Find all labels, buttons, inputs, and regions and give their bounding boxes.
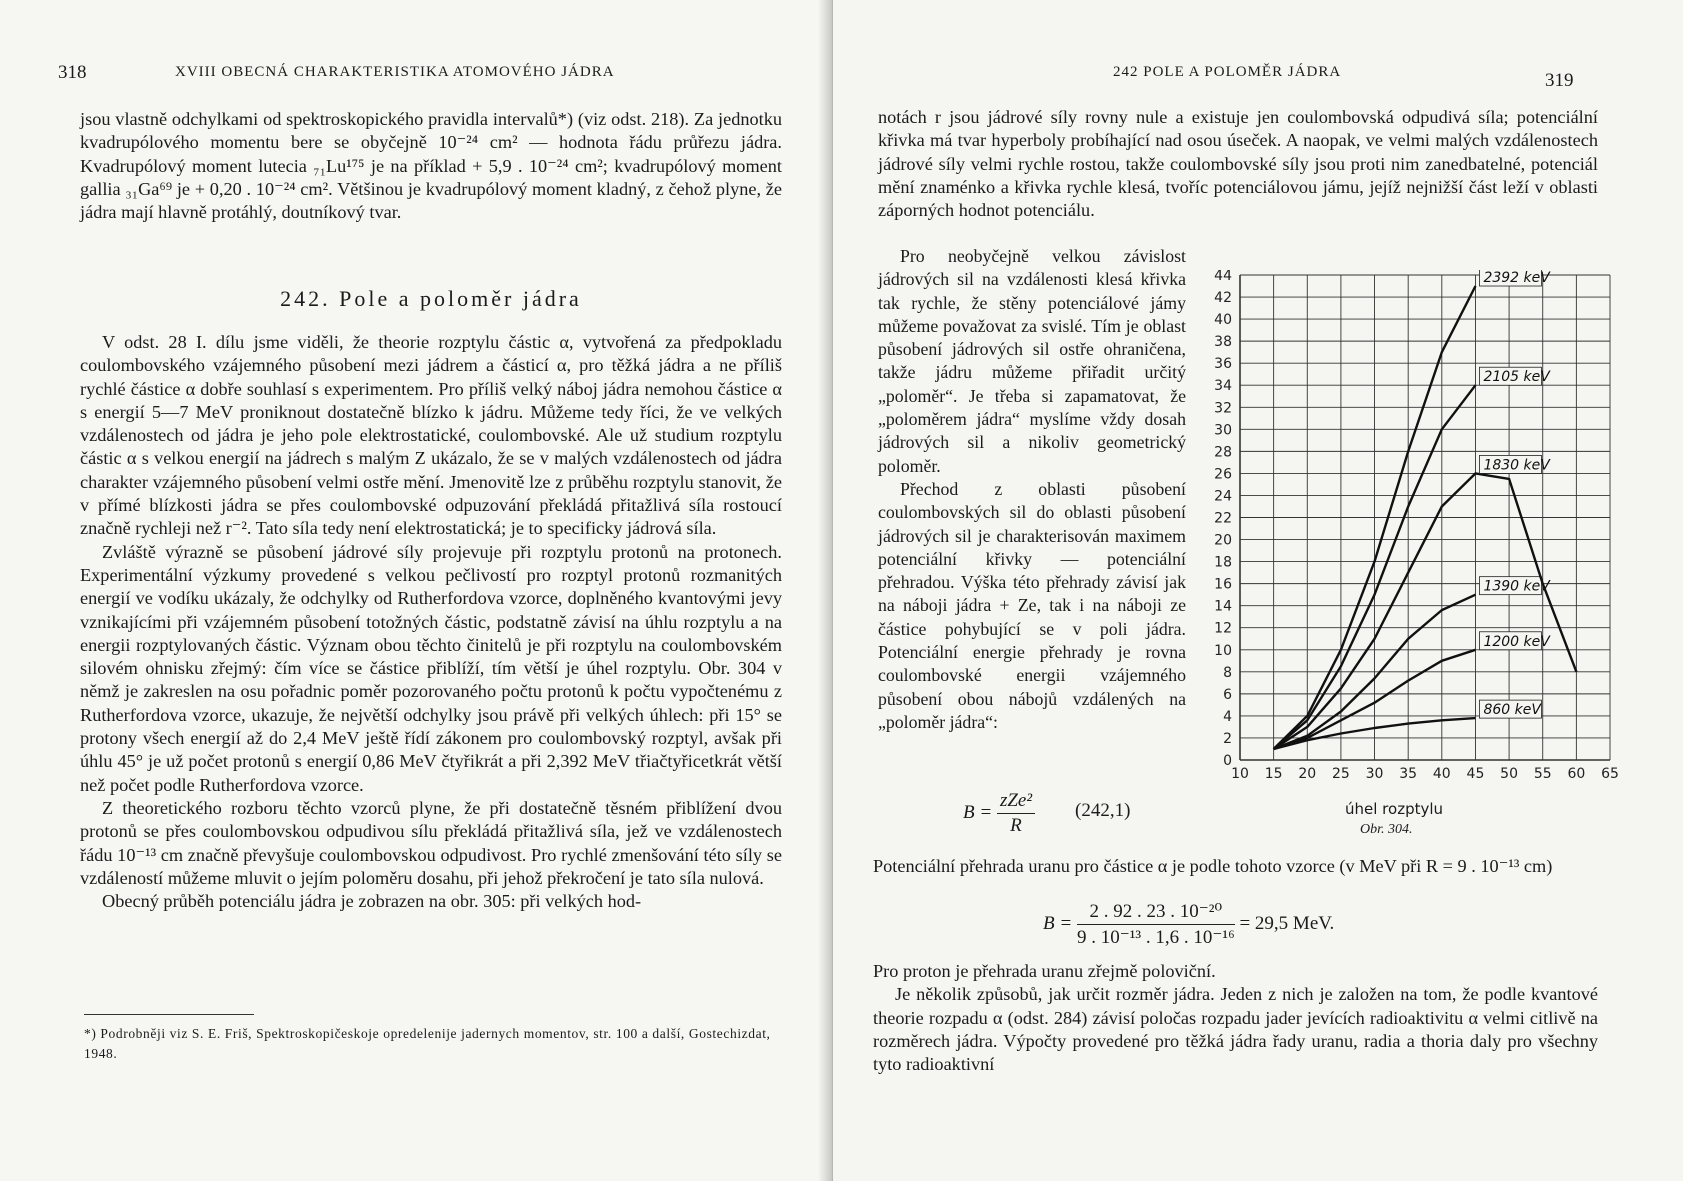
section-title: 242. Pole a poloměr jádra [280, 286, 582, 311]
y-tick-label: 42 [1214, 290, 1232, 307]
y-tick-label: 0 [1223, 753, 1232, 769]
eq1-numerator: zZe² [997, 790, 1035, 814]
x-axis-label: úhel rozptylu [1345, 800, 1444, 818]
eq1-fraction [997, 790, 1035, 837]
y-tick-label: 28 [1214, 444, 1232, 461]
eq2-fraction [1077, 900, 1235, 949]
y-tick-label: 34 [1214, 378, 1232, 395]
right-para-1-text: notách r jsou jádrové síly rovny nule a existuje jen coulombovská odpudivá síla; potenciální křivka má tvar hyperboly probíhající nad osou úseček. A naopak, ve velmi malých vzdálenostech jádrové síly velmi rychle rostou, takže coulombovské síly jsou proti nim zanedbatelné, potenciál mění znaménko a křivka rychle klesá, tvoříc potenciálovou jámu, jejíž nejnižší část leží v oblasti záporných hodnot potenciálu. [878, 107, 1598, 221]
x-tick-label: 45 [1466, 766, 1485, 782]
y-tick-label: 22 [1214, 510, 1232, 527]
right-para-5: Pro proton je přehrada uranu zřejmě poloviční. [873, 961, 1216, 981]
x-tick-label: 30 [1365, 766, 1384, 782]
x-tick-label: 10 [1231, 766, 1249, 782]
footnote: *) Podrobněji viz S. E. Friš, Spektroskopičeskoje opredelenije jadernych momentov, str. 100 a další, Gostechizdat, 1948. [84, 1026, 771, 1061]
y-tick-label: 26 [1214, 466, 1232, 483]
left-page [0, 0, 833, 1181]
right-para-4 [873, 855, 1598, 878]
left-para-3: Zvláště výrazně se působení jádrové síly projevuje při rozptylu protonů na protonech. Experimentální výzkumy provedené s velkou pečlivostí pro rozptyl protonů rozmanitých energií ve vodíku ukázaly, že odchylky od Rutherfordova vzorce, doplněného kvantovými jevy vznikajícími při vzájemném působení totožných částic, podstatně závisí na úhlu rozptylu a na energii rozptylovaných částic. Význam obou těchto činitelů je při rozptylu na coulombovském silovém ohnisku zřejmý: čím více se částice přiblíží, tím větší je úhel rozptylu. Obr. 304 v němž je zakreslen na osu pořadnic poměr pozorovaného počtu protonů k počtu vypočtenému z Rutherfordova vzorce, ukazuje, že největší odchylky jsou právě při velkých úhlech: při 15° se protony všech energií až do 2,4 MeV ještě řídí zákonem pro coulombovský rozptyl, avšak při úhlu 45° je už počet protonů s energií 0,86 MeV čtyřikrát a při 2,392 MeV třiačtyřicetkrát větší než počet podle Rutherfordova vzorce. [80, 541, 782, 795]
right-tail [873, 960, 1598, 1076]
right-para-1 [878, 106, 1598, 222]
left-para-2: V odst. 28 I. dílu jsme viděli, že theorie rozptylu částic α, vytvořená za předpokladu coulombovského vzájemného působení mezi jádrem a částicí α, pro těžká jádra a ne příliš rychlé částice α dobře souhlasí s experimentem. Pro příliš velký náboj jádra nemohou částice α s energií 5—7 MeV proniknout dostatečně blízko k jádru. Můžeme tedy říci, že ve velkých vzdálenostech od jádra je jeho pole elektrostatické, coulombovské. Ale už studium rozptylu částic α s velkou energií na jádrech s malým Z ukázalo, že se v malých vzdálenostech od jádra charakter vzájemného působení velmi ostře mění. Jmenovitě lze z průběhu rozptylu stanovit, že v přímé blízkosti jádra se přes coulombovské odpuzování překládá přitažlivá síla rostoucí značně rychleji než r⁻². Tato síla tedy není elektrostatická; je to specificky jádrová síla. [80, 332, 782, 539]
eq1-lhs: B = [963, 801, 993, 823]
x-tick-label: 55 [1533, 766, 1552, 782]
x-tick-label: 35 [1399, 766, 1418, 782]
left-para-1 [80, 108, 782, 224]
footnote-rule [84, 1014, 254, 1015]
x-tick-label: 60 [1567, 766, 1586, 782]
left-para-5: Obecný průběh potenciálu jádra je zobrazen na obr. 305: při velkých hod- [102, 891, 642, 912]
page-number-left: 318 [58, 62, 87, 83]
y-tick-label: 4 [1223, 708, 1232, 725]
running-head-right: 242 POLE A POLOMĚR JÁDRA [1113, 64, 1342, 80]
page-number-right: 319 [1545, 70, 1574, 91]
right-para-3: Přechod z oblasti působení coulombovských sil do oblasti působení jádrových sil je charakterisován maximem potenciální křivky — potenciální přehradou. Výška této přehrady závisí jak na náboji jádra + Ze, tak i na náboji ze částice pohybující se v poli jádra. Potenciální energie přehrady je rovna coulombovské energii vzájemného působení obou nábojů vzdálených na „poloměr jádra“: [878, 478, 1186, 732]
x-tick-label: 15 [1264, 766, 1283, 782]
y-tick-label: 18 [1214, 554, 1232, 571]
eq2-lhs: B = [1043, 912, 1073, 934]
x-tick-label: 20 [1298, 766, 1317, 782]
equation-1-number: (242,1) [1075, 800, 1131, 821]
left-body [80, 331, 782, 913]
left-para-4: Z theoretického rozboru těchto vzorců plyne, že při dostatečně těsném přiblížení dvou protonů se přes coulombovskou odpudivou sílu překládá přitažlivá síla, jež ve vzdálenostech řádu 10⁻¹³ cm značně převyšuje coulombovskou odpudivost. Pro rychlé zmenšování této síly se vzdáleností můžeme mluvit o jejím poloměru dosahu, při jehož překročení je tato síla nulová. [80, 797, 782, 888]
x-tick-label: 50 [1500, 766, 1519, 782]
y-tick-label: 20 [1214, 532, 1232, 549]
series-label: 2392 keV [1483, 270, 1550, 287]
y-tick-label: 44 [1214, 270, 1232, 284]
running-head-left: XVIII OBECNÁ CHARAKTERISTIKA ATOMOVÉHO JÁDRA [175, 64, 615, 80]
y-tick-label: 16 [1214, 576, 1232, 593]
left-para-1-text: jsou vlastně odchylkami od spektroskopického pravidla intervalů*) (viz odst. 218). Za jednotku kvadrupólového momentu bere se obyčejně 10⁻²⁴ cm² — hodnota řádu průřezu jádra. Kvadrupólový moment lutecia ₇₁Lu¹⁷⁵ je na příklad + 5,9 . 10⁻²⁴ cm²; kvadrupólový moment gallia ₃₁Ga⁶⁹ je + 0,20 . 10⁻²⁴ cm². Většinou je kvadrupólový moment kladný, z čehož plyne, že jádra mají hlavně protáhlý, doutníkový tvar. [80, 109, 782, 223]
series-label: 2105 keV [1483, 369, 1550, 386]
y-tick-label: 32 [1214, 400, 1232, 417]
eq2-denominator: 9 . 10⁻¹³ . 1,6 . 10⁻¹⁶ [1076, 927, 1235, 948]
series-label: 1390 keV [1483, 578, 1550, 595]
y-tick-label: 10 [1214, 642, 1232, 659]
x-tick-label: 40 [1432, 766, 1451, 782]
y-tick-label: 8 [1223, 664, 1232, 681]
y-tick-label: 30 [1214, 422, 1232, 439]
right-column-text [878, 245, 1186, 734]
eq2-numerator: 2 . 92 . 23 . 10⁻²⁰ [1077, 900, 1235, 925]
eq1-denominator: R [1010, 815, 1022, 836]
y-tick-label: 12 [1214, 620, 1232, 637]
series-label: 1830 keV [1483, 457, 1550, 474]
right-para-4-text: Potenciální přehrada uranu pro částice α je podle tohoto vzorce (v MeV při R = 9 . 10⁻¹³ cm) [873, 856, 1553, 876]
equation-2 [1043, 900, 1334, 949]
y-tick-label: 40 [1214, 312, 1232, 329]
figure-304-chart [1200, 270, 1630, 840]
figure-caption: Obr. 304. [1360, 822, 1413, 837]
right-para-6: Je několik způsobů, jak určit rozměr jádra. Jeden z nich je založen na tom, že podle kvantové theorie rozpadu α (odst. 284) závisí poločas rozpadu jader jevících radioaktivitu α velmi citlivě na rozměrech jádra. Výpočty provedené pro těžká jádra řady uranu, radia a thoria daly pro všechny tyto radioaktivní [873, 984, 1598, 1075]
eq2-result: = 29,5 MeV. [1239, 912, 1335, 934]
series-label: 1200 keV [1483, 633, 1550, 650]
y-tick-label: 36 [1214, 356, 1232, 373]
y-tick-label: 2 [1223, 730, 1232, 747]
y-tick-label: 6 [1223, 686, 1232, 703]
y-tick-label: 14 [1214, 598, 1232, 615]
y-tick-label: 24 [1214, 488, 1232, 505]
right-para-2: Pro neobyčejně velkou závislost jádrových sil na vzdálenosti klesá křivka tak rychle, že stěny potenciálové jámy můžeme považovat za svislé. Tím je oblast působení jádrových sil ostře ohraničena, takže jádru můžeme přiřadit určitý „poloměr“. Je třeba si zapamatovat, že „poloměrem jádra“ myslíme vždy dosah jádrových sil a nikoliv geometrický poloměr. [878, 246, 1186, 476]
x-tick-label: 25 [1331, 766, 1350, 782]
y-tick-label: 38 [1214, 334, 1232, 351]
equation-1 [963, 790, 1035, 837]
x-tick-label: 65 [1601, 766, 1619, 782]
series-label: 860 keV [1483, 702, 1541, 719]
